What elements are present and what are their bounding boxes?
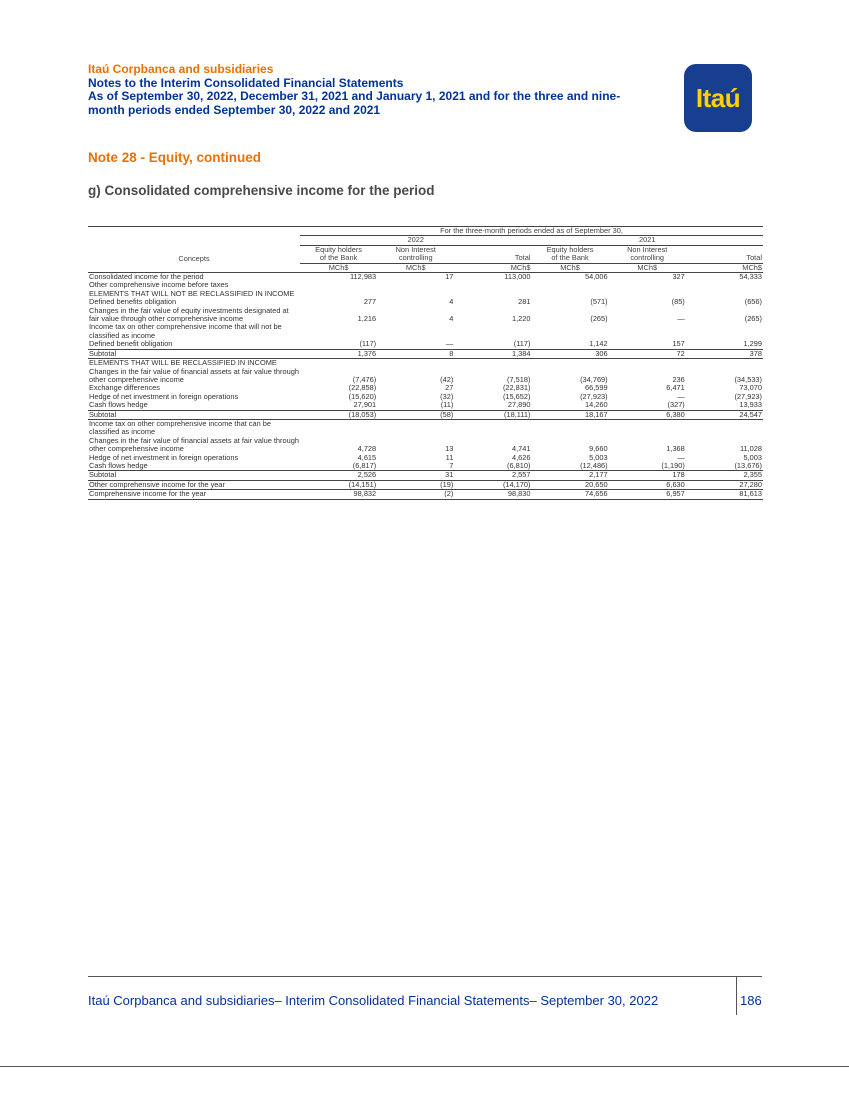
cell-value: — — [677, 452, 685, 462]
cell-value: — — [445, 339, 454, 349]
cell-value: 4 — [449, 314, 454, 324]
table-row — [88, 462, 763, 471]
cell-value: 6,630 — [609, 480, 686, 489]
table-row — [88, 368, 763, 385]
row-label: Changes in the fair value of equity investments designated at fair value through other comprehensive income — [89, 305, 289, 324]
cell-value: 2,526 — [300, 471, 377, 480]
row-label: Subtotal — [88, 471, 300, 480]
cell-value: 2,177 — [531, 471, 608, 480]
cell-value: (1,190) — [661, 460, 685, 470]
cell-value: (58) — [377, 410, 454, 419]
cell-value: (27,923) — [580, 391, 608, 401]
cell-value: 113,000 — [504, 272, 531, 282]
cell-value: (18,053) — [300, 410, 377, 419]
cell-value: 5,003 — [589, 452, 608, 462]
row-label: Consolidated income for the period — [89, 272, 204, 282]
cell-value: 18,167 — [531, 410, 608, 419]
row-heading: Income tax on other comprehensive income that can be classified as income — [89, 418, 271, 437]
col-equity-header: of the Bank — [300, 254, 377, 263]
cell-value: 20,650 — [531, 480, 608, 489]
col-nonint-header: Non Interest — [627, 244, 668, 254]
col-equity-header: Equity holders — [315, 244, 362, 254]
col-nonint-header: Non Interest — [395, 244, 436, 254]
col-nonint-header: controlling — [609, 254, 686, 263]
cell-value: (117) — [513, 339, 531, 349]
cell-value: 11,028 — [739, 444, 762, 454]
row-label: Hedge of net investment in foreign operations — [89, 391, 239, 401]
row-label: Defined benefit obligation — [89, 339, 173, 349]
col-total-header: Total — [454, 254, 531, 263]
cell-value: (6,810) — [507, 460, 531, 470]
header-period-line1: As of September 30, 2022, December 31, 2021 and January 1, 2021 and for the three and nine- — [88, 89, 621, 103]
cell-value: 13 — [445, 444, 454, 454]
cell-value: 306 — [531, 349, 608, 358]
row-heading: Other comprehensive income before taxes — [89, 280, 229, 290]
cell-value: — — [677, 391, 685, 401]
cell-value: 27,901 — [353, 400, 377, 410]
cell-value: 73,070 — [739, 383, 762, 393]
cell-value: 1,216 — [357, 314, 377, 324]
cell-value: (85) — [671, 297, 685, 307]
cell-value: (22,831) — [502, 383, 531, 393]
cell-value: 81,613 — [686, 490, 763, 499]
cell-value: 74,656 — [531, 490, 608, 499]
cell-value: (327) — [667, 400, 685, 410]
cell-value: (13,676) — [734, 460, 762, 470]
row-label: Changes in the fair value of financial assets at fair value through other comprehensive income — [89, 366, 299, 384]
cell-value: 7 — [449, 460, 454, 470]
table-row — [88, 437, 763, 454]
footer-divider — [88, 976, 762, 977]
cell-value: (18,111) — [454, 410, 531, 419]
cell-value: (656) — [744, 297, 762, 307]
table-row — [88, 401, 763, 410]
cell-value: 4,728 — [357, 444, 377, 454]
cell-value: (15,652) — [502, 391, 531, 401]
cell-value: 24,547 — [686, 410, 763, 419]
row-label: Changes in the fair value of financial assets at fair value through other comprehensive income — [89, 435, 299, 454]
cell-value: (22,858) — [348, 383, 377, 393]
cell-value: (34,769) — [580, 374, 608, 384]
cell-value: 1,220 — [511, 314, 531, 324]
header-period-line2: month periods ended September 30, 2022 and 2021 — [88, 102, 381, 117]
cell-value: 13,933 — [739, 400, 762, 410]
comprehensive-income-table — [88, 226, 763, 500]
cell-value: (19) — [377, 480, 454, 489]
row-label: Subtotal — [88, 349, 300, 358]
page-number: 186 — [740, 993, 762, 1008]
cell-value: (11) — [440, 400, 454, 410]
col-nonint-header: controlling — [377, 254, 454, 263]
document-header — [88, 63, 668, 117]
cell-value: 27,280 — [686, 480, 763, 489]
cell-value: 1,384 — [454, 349, 531, 358]
cell-value: (27,923) — [734, 391, 762, 401]
header-title: Notes to the Interim Consolidated Financial Statements — [88, 75, 404, 90]
cell-value: 8 — [377, 349, 454, 358]
cell-value: 54,333 — [739, 272, 762, 282]
cell-value: (14,151) — [300, 480, 377, 489]
unit-label: MCh$ — [454, 263, 531, 272]
cell-value: (265) — [590, 314, 608, 324]
cell-value: (117) — [359, 339, 377, 349]
company-name: Itaú Corpbanca and subsidiaries — [88, 62, 274, 76]
row-heading: ELEMENTS THAT WILL BE RECLASSIFIED IN INCOME — [89, 358, 277, 368]
footer-page-separator — [736, 977, 737, 1015]
row-label: Cash flows hedge — [89, 460, 148, 470]
unit-label: MCh$ — [377, 263, 454, 272]
cell-value: 4,615 — [357, 452, 377, 462]
cell-value: 98,832 — [300, 490, 377, 499]
cell-value: (42) — [440, 374, 454, 384]
section-title: g) Consolidated comprehensive income for the period — [88, 183, 435, 198]
cell-value: 327 — [672, 272, 685, 282]
col-equity-header: of the Bank — [531, 254, 608, 263]
unit-label: MCh$ — [609, 263, 686, 272]
year-2021-header: 2021 — [531, 236, 763, 245]
note-title: Note 28 - Equity, continued — [88, 150, 262, 165]
cell-value: (12,486) — [580, 460, 608, 470]
cell-value: 1,376 — [300, 349, 377, 358]
concepts-header: Concepts — [178, 253, 210, 263]
cell-value: (265) — [744, 314, 762, 324]
cell-value: 281 — [518, 297, 531, 307]
total-row — [88, 490, 763, 499]
cell-value: 14,260 — [585, 400, 608, 410]
cell-value: 5,003 — [743, 452, 762, 462]
table-row — [88, 340, 763, 349]
cell-value: 277 — [363, 297, 377, 307]
cell-value: 27,890 — [507, 400, 531, 410]
col-total-header: Total — [686, 254, 763, 263]
cell-value: 4,626 — [511, 452, 531, 462]
itau-logo — [684, 64, 752, 132]
cell-value: — — [677, 314, 685, 324]
cell-value: 112,983 — [349, 272, 377, 282]
row-label: Comprehensive income for the year — [88, 490, 300, 499]
footer-text: Itaú Corpbanca and subsidiaries– Interim Consolidated Financial Statements– September 30, 2022 — [88, 993, 659, 1008]
cell-value: 157 — [672, 339, 685, 349]
cell-value: (7,476) — [352, 374, 377, 384]
cell-value: (7,518) — [507, 374, 531, 384]
cell-value: 1,368 — [666, 444, 685, 454]
row-label: Defined benefits obligation — [89, 297, 177, 307]
cell-value: 4,741 — [511, 444, 531, 454]
period-header: For the three-month periods ended as of September 30, — [300, 227, 763, 236]
col-equity-header: Equity holders — [546, 244, 594, 254]
cell-value: 9,660 — [589, 444, 608, 454]
row-label: Cash flows hedge — [89, 400, 148, 410]
cell-value: (32) — [440, 391, 454, 401]
cell-value: 72 — [609, 349, 686, 358]
cell-value: 378 — [686, 349, 763, 358]
unit-label: MCh$ — [686, 263, 763, 272]
cell-value: 17 — [445, 272, 454, 282]
cell-value: 1,142 — [589, 339, 608, 349]
table-row — [88, 307, 763, 324]
cell-value: 4 — [449, 297, 454, 307]
row-heading: ELEMENTS THAT WILL NOT BE RECLASSIFIED IN INCOME — [89, 288, 295, 298]
cell-value: 2,355 — [686, 471, 763, 480]
cell-value: 31 — [377, 471, 454, 480]
row-heading: Income tax on other comprehensive income that will not be classified as income — [89, 322, 282, 340]
row-label: Other comprehensive income for the year — [88, 480, 300, 489]
cell-value: (15,620) — [348, 391, 377, 401]
cell-value: 6,380 — [609, 410, 686, 419]
cell-value: 1,299 — [743, 339, 762, 349]
cell-value: 6,471 — [666, 383, 685, 393]
cell-value: (6,817) — [352, 460, 377, 470]
cell-value: 236 — [672, 374, 685, 384]
page-bottom-divider — [0, 1066, 849, 1067]
cell-value: 66,599 — [585, 383, 608, 393]
subtotal-row — [88, 471, 763, 480]
cell-value: 98,830 — [454, 490, 531, 499]
cell-value: 6,957 — [609, 490, 686, 499]
unit-label: MCh$ — [300, 263, 377, 272]
unit-label: MCh$ — [531, 263, 608, 272]
cell-value: 178 — [609, 471, 686, 480]
logo-text: Itaú — [695, 82, 741, 113]
cell-value: 27 — [445, 383, 454, 393]
cell-value: (34,533) — [734, 374, 762, 384]
row-label: Exchange differences — [89, 383, 160, 393]
cell-value: (2) — [377, 490, 454, 499]
year-2022-header: 2022 — [300, 236, 531, 245]
row-label: Hedge of net investment in foreign operations — [89, 452, 239, 462]
cell-value: 2,557 — [454, 471, 531, 480]
cell-value: (571) — [590, 297, 608, 307]
cell-value: (14,170) — [454, 480, 531, 489]
cell-value: 11 — [445, 452, 454, 462]
table-row — [88, 393, 763, 401]
cell-value: 54,006 — [585, 272, 608, 282]
row-label: Subtotal — [88, 410, 300, 419]
